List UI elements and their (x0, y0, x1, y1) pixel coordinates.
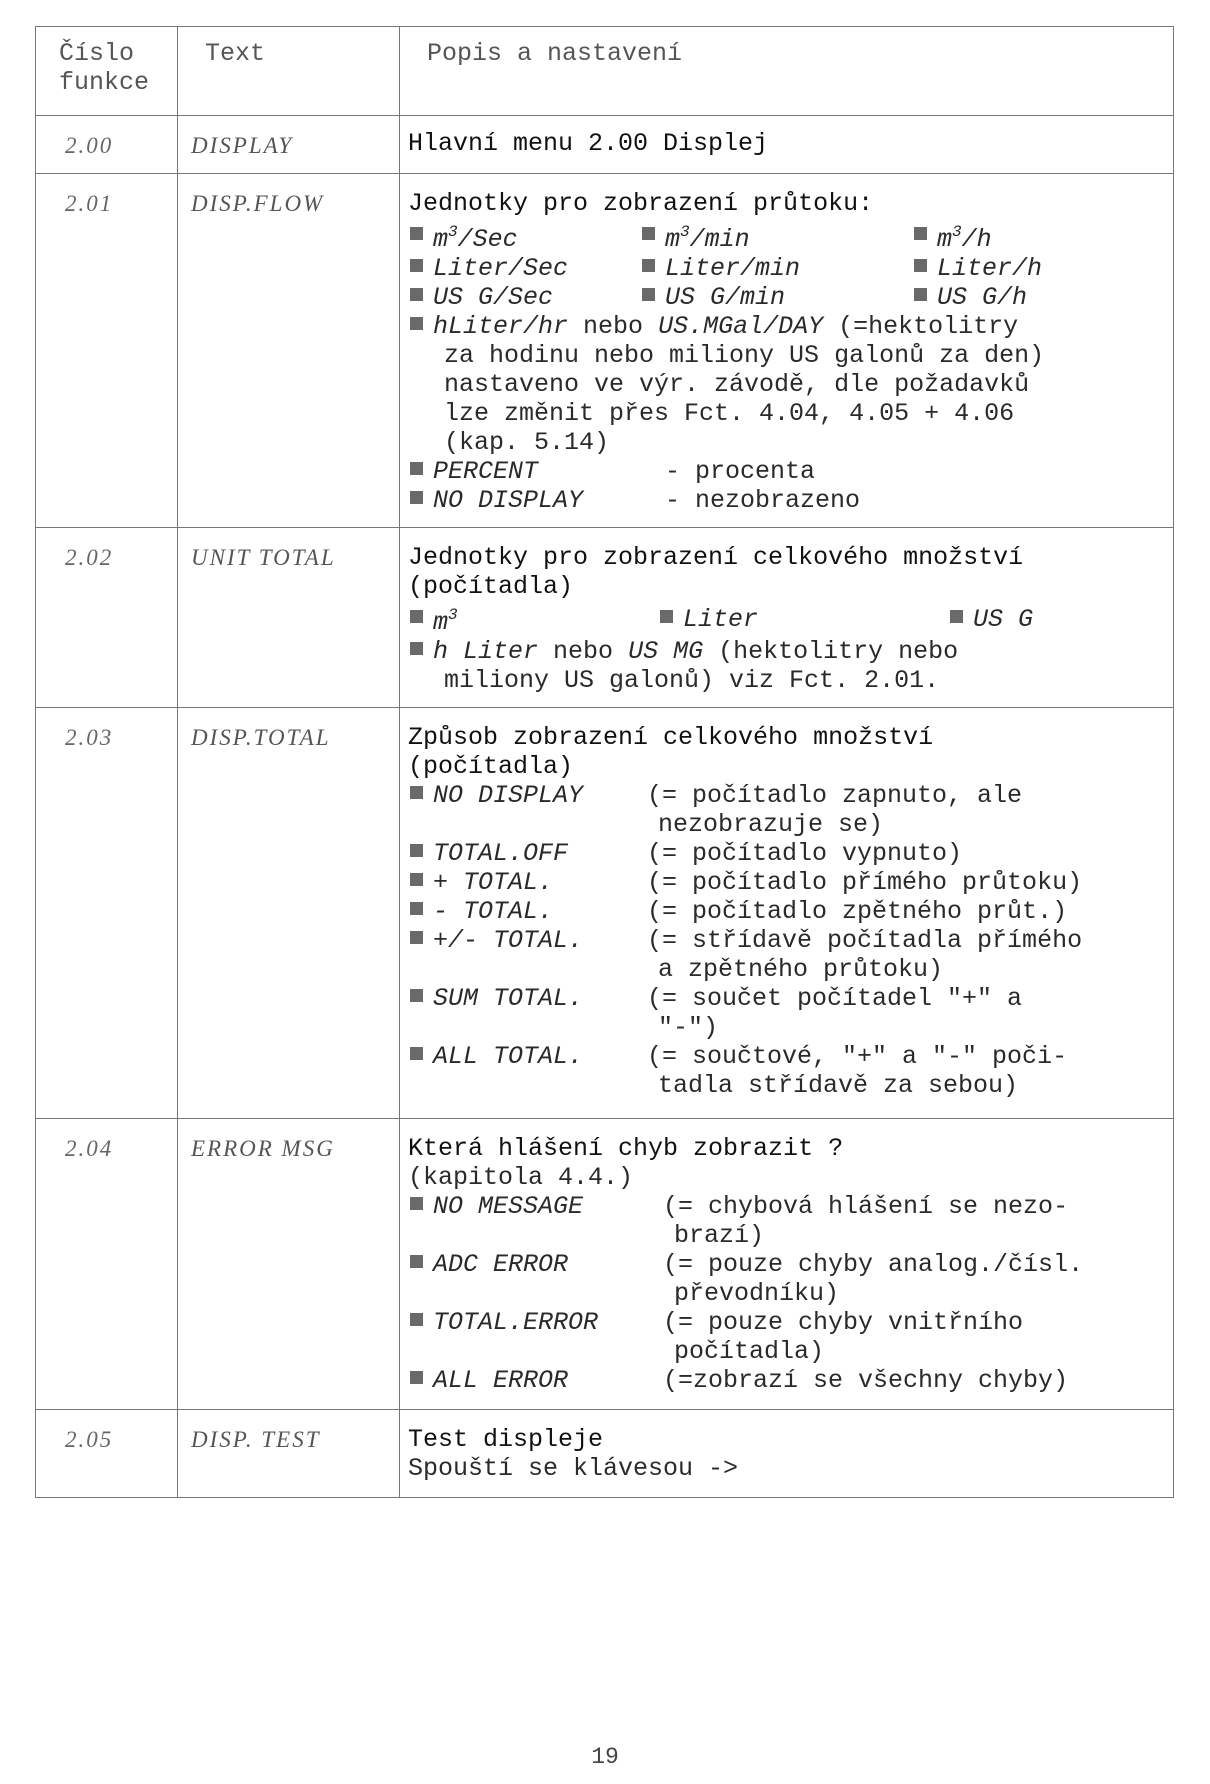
bullet-icon (410, 462, 423, 475)
bullet-icon (410, 786, 423, 799)
unit-row: $m^3$/Sec $m^3/\min$ $m^3/h$ (408, 218, 1167, 254)
table-header (36, 27, 1174, 116)
table-row (36, 1410, 1174, 1498)
bullet-icon (950, 610, 963, 623)
function-code: UNIT TOTAL (178, 528, 400, 708)
bullet-icon (410, 1047, 423, 1060)
bullet-icon (660, 610, 673, 623)
function-number: 2.02 (36, 528, 178, 708)
bullet-icon (410, 844, 423, 857)
option-line: ALL ERROR (=zobrazí se všechny chyby) (408, 1366, 1167, 1395)
bullet-icon (410, 931, 423, 944)
option-line: TOTAL.OFF (= počítadlo vypnuto) (408, 839, 1167, 868)
option-line: +/- TOTAL. (= střídavě počítadla přímého (408, 926, 1167, 955)
option-line: ADC ERROR (= pouze chyby analog./čísl. (408, 1250, 1167, 1279)
bullet-icon (642, 259, 655, 272)
bullet-icon (410, 642, 423, 655)
table-row (36, 708, 1174, 1119)
option-line: ALL TOTAL. (= součtové, "+" a "-" poči- (408, 1042, 1167, 1071)
bullet-icon (410, 989, 423, 1002)
function-code: DISP. TEST (178, 1410, 400, 1498)
bullet-icon (410, 1313, 423, 1326)
table-row (36, 116, 1174, 174)
option-line: + TOTAL. (= počítadlo přímého průtoku) (408, 868, 1167, 897)
bullet-icon (410, 873, 423, 886)
table-row (36, 1119, 1174, 1410)
header-cell-description: Popis a nastavení (400, 27, 1174, 116)
function-number: 2.04 (36, 1119, 178, 1410)
option-line: NO DISPLAY (= počítadlo zapnuto, ale (408, 781, 1167, 810)
bullet-icon (410, 227, 423, 240)
function-code: DISP.FLOW (178, 174, 400, 528)
option-line: NO DISPLAY - nezobrazeno (408, 486, 1167, 515)
bullet-icon (410, 1255, 423, 1268)
function-description: Test displeje Spouští se klávesou -> (400, 1410, 1174, 1498)
bullet-icon (914, 259, 927, 272)
bullet-icon (914, 227, 927, 240)
function-code: DISP.TOTAL (178, 708, 400, 1119)
bullet-icon (410, 259, 423, 272)
bullet-icon (642, 288, 655, 301)
unit-row: US G/Sec US G/min US G/h (408, 283, 1167, 312)
function-code: DISPLAY (178, 116, 400, 174)
option-line: - TOTAL. (= počítadlo zpětného průt.) (408, 897, 1167, 926)
bullet-icon (410, 288, 423, 301)
option-line: TOTAL.ERROR (= pouze chyby vnitřního (408, 1308, 1167, 1337)
table-row (36, 174, 1174, 528)
unit-row: $m^3$ Liter US G (408, 601, 1167, 637)
bullet-icon (410, 902, 423, 915)
option-line: PERCENT - procenta (408, 457, 1167, 486)
function-table (35, 26, 1174, 1498)
function-number: 2.00 (36, 116, 178, 174)
function-description: Jednotky pro zobrazení celkového množství (počítadla) $m^3$ Liter US G h Liter nebo US MG (hektolitry nebo miliony US galonů) viz Fct. 2.01. (400, 528, 1174, 708)
function-description: Hlavní menu 2.00 Displej (400, 116, 1174, 174)
header-cell-text: Text (178, 27, 400, 116)
page-number: 19 (591, 1744, 619, 1770)
bullet-icon (410, 491, 423, 504)
function-number: 2.01 (36, 174, 178, 528)
unit-row: Liter/Sec Liter/min Liter/h (408, 254, 1167, 283)
header-cell-number: Číslo funkce (36, 27, 178, 116)
function-code: ERROR MSG (178, 1119, 400, 1410)
function-number: 2.05 (36, 1410, 178, 1498)
table-row (36, 528, 1174, 708)
bullet-icon (410, 610, 423, 623)
option-line: SUM TOTAL. (= součet počítadel "+" a (408, 984, 1167, 1013)
option-line: NO MESSAGE (= chybová hlášení se nezo- (408, 1192, 1167, 1221)
function-number: 2.03 (36, 708, 178, 1119)
bullet-icon (642, 227, 655, 240)
bullet-icon (914, 288, 927, 301)
extra-unit-line: h Liter nebo US MG (hektolitry nebo (408, 637, 1167, 666)
function-description: Jednotky pro zobrazení průtoku: $m^3$/Sec $m^3/\min$ $m^3/h$ Liter/Sec Liter/min Liter/h US G/Sec US G/min US G/h hLiter/hr nebo US.MGal/DAY (=hektolitry za hodinu nebo miliony US galonů za den) nastaveno ve výr. závodě, dle požadavků lze změnit přes Fct. 4.04, 4.05 + 4.06 (kap. 5.14) PERCENT - procenta NO DISPLAY - nezobrazeno (400, 174, 1174, 528)
function-description: Která hlášení chyb zobrazit ? (kapitola 4.4.) NO MESSAGE (= chybová hlášení se nezo- brazí) ADC ERROR (= pouze chyby analog./čísl. převodníku) TOTAL.ERROR (= pouze chyby vnitřního počítadla) ALL ERROR (=zobrazí se všechny chyby) (400, 1119, 1174, 1410)
bullet-icon (410, 317, 423, 330)
extra-unit-line: hLiter/hr nebo US.MGal/DAY (=hektolitry (408, 312, 1167, 341)
bullet-icon (410, 1371, 423, 1384)
bullet-icon (410, 1197, 423, 1210)
function-description: Způsob zobrazení celkového množství (počítadla) NO DISPLAY (= počítadlo zapnuto, ale nezobrazuje se) TOTAL.OFF (= počítadlo vypnuto) + TOTAL. (= počítadlo přímého průtoku) - TOTAL. (= počítadlo zpětného průt.) +/- TOTAL. (= střídavě počítadla přímého a zpětného průtoku) SUM TOTAL. (= součet počítadel "+" a "-") ALL TOTAL. (= součtové, "+" a "-" poči- tadla střídavě za sebou) (400, 708, 1174, 1119)
